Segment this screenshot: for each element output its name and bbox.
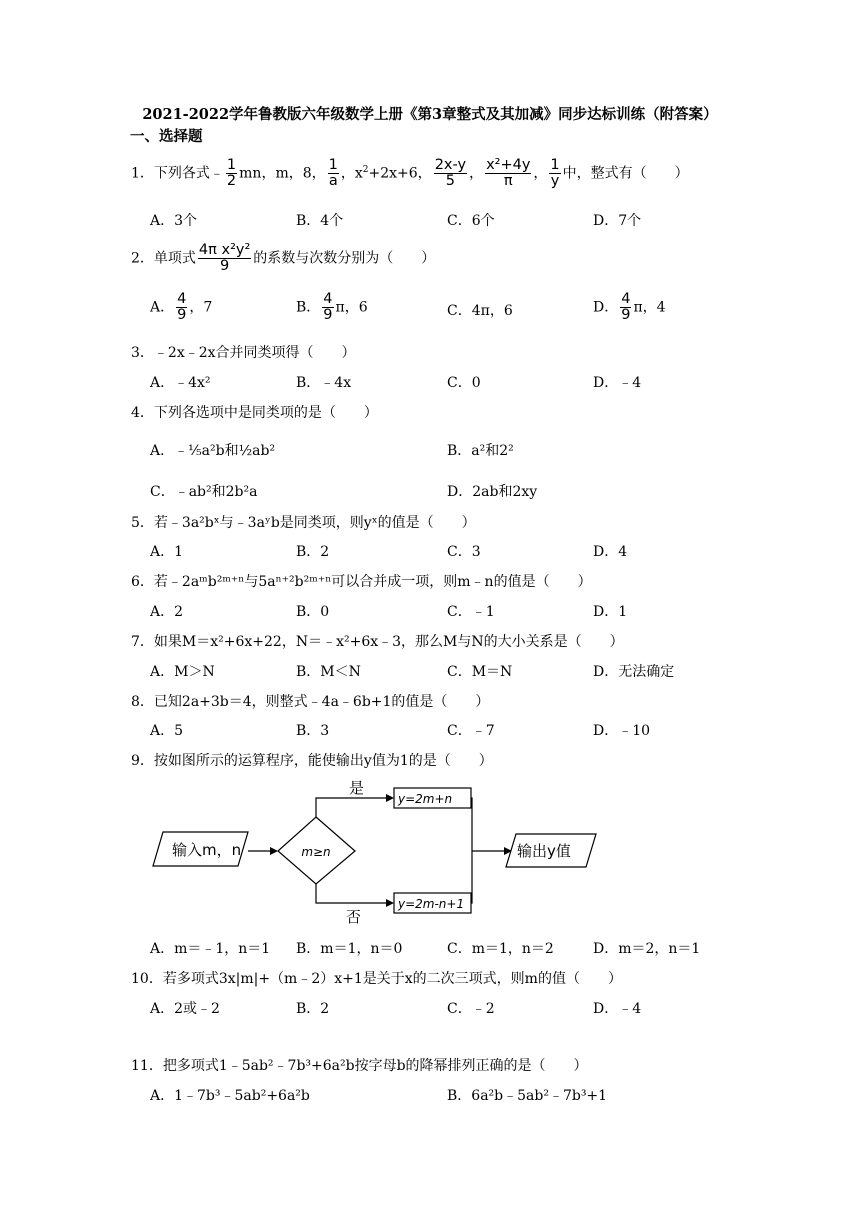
q9-option-a: A．m＝﹣1，n＝1 bbox=[150, 941, 271, 957]
q1-fraction-4: $\frac{\text{x²+4y}}{\pi}$ bbox=[486, 157, 531, 190]
question-9: 9．按如图所示的运算程序，能使输出y值为1的是（ ） bbox=[131, 753, 493, 769]
q3-option-b: B．﹣4x bbox=[296, 375, 352, 391]
flowchart-condition-label: m≥n bbox=[301, 845, 331, 859]
q6-option-a: A．2 bbox=[150, 604, 184, 620]
q4-option-a: A．﹣⅕a²b和½ab² bbox=[150, 443, 276, 459]
question-5: 5．若﹣3a²bˣ与﹣3aʸb是同类项，则yˣ的值是（ ） bbox=[131, 515, 476, 531]
flowchart-yes-formula: y=2m+n bbox=[398, 792, 453, 806]
q6-option-c: C．﹣1 bbox=[447, 604, 495, 620]
q3-option-d: D．﹣4 bbox=[593, 375, 642, 391]
q11-option-a: A．1﹣7b³﹣5ab²+6a²b bbox=[150, 1088, 310, 1104]
question-10: 10．若多项式3x|m|+（m﹣2）x+1是关于x的二次三项式，则m的值（ ） bbox=[131, 971, 622, 987]
q2-fraction: $\frac{\text{4π x²y²}}{9}$ bbox=[198, 242, 251, 275]
q1-suffix: 中，整式有（ ） bbox=[562, 165, 689, 182]
question-7: 7．如果M＝x²+6x+22，N＝﹣x²+6x﹣3，那么M与N的大小关系是（ ） bbox=[131, 634, 624, 650]
q5-option-b: B．2 bbox=[296, 544, 330, 560]
q1-text-2: ，x bbox=[340, 165, 363, 182]
q1-prefix: 1．下列各式﹣ bbox=[131, 165, 224, 182]
question-11: 11．把多项式1﹣5ab²﹣7b³+6a²b按字母b的降幂排列正确的是（ ） bbox=[131, 1058, 588, 1074]
question-2 bbox=[131, 243, 435, 274]
q10-option-d: D．﹣4 bbox=[593, 1001, 642, 1017]
flowchart-diagram bbox=[150, 776, 600, 928]
q1-option-d: D．7个 bbox=[593, 213, 642, 229]
q2-prefix: 2．单项式 bbox=[131, 250, 196, 267]
flowchart-no-formula: y=2m-n+1 bbox=[398, 897, 465, 911]
q1-text-3: +2x+6， bbox=[368, 165, 432, 182]
q1-option-c: C．6个 bbox=[447, 213, 495, 229]
flowchart-output-label: 输出y值 bbox=[517, 842, 571, 860]
q10-option-a: A．2或﹣2 bbox=[150, 1001, 220, 1017]
section-heading: 一、选择题 bbox=[130, 128, 203, 145]
flowchart-input-label: 输入m，n bbox=[172, 841, 242, 859]
q1-fraction-3: $\frac{2x-y}{5}$ bbox=[434, 157, 467, 190]
q8-option-d: D．﹣10 bbox=[593, 723, 651, 739]
q4-option-d: D．2ab和2xy bbox=[447, 484, 538, 500]
q3-option-c: C．0 bbox=[447, 375, 481, 391]
q2-suffix: 的系数与次数分别为（ ） bbox=[253, 250, 436, 267]
q3-option-a: A．﹣4x² bbox=[150, 375, 211, 391]
q8-option-b: B．3 bbox=[296, 723, 330, 739]
q2-option-d: D． $\frac{4}{9}$ π，4 bbox=[593, 291, 666, 324]
q9-option-c: C．m＝1，n＝2 bbox=[447, 941, 554, 957]
q7-option-a: A．M＞N bbox=[150, 664, 215, 680]
q9-option-d: D．m＝2，n＝1 bbox=[593, 941, 701, 957]
question-8: 8．已知2a+3b＝4，则整式﹣4a﹣6b+1的值是（ ） bbox=[131, 694, 490, 710]
q5-option-d: D．4 bbox=[593, 544, 628, 560]
question-1: 1．下列各式﹣ $\frac{1}{2}$ mn，m，8， $\frac{1}{a}$ ，$x^2+2x+6$， $\frac{2x-y}{5}$ ， $\frac{\text{x²+4y}}{\pi}$ ， $\frac{1}{y}$ 中，整式有（ ） bbox=[131, 157, 689, 190]
q9-option-b: B．m＝1，n＝0 bbox=[296, 941, 403, 957]
q1-fraction-2: $\frac{1}{a}$ bbox=[328, 157, 338, 190]
q2-option-a: A． $\frac{4}{9}$ ，7 bbox=[150, 291, 213, 324]
q5-option-a: A．1 bbox=[150, 544, 184, 560]
q7-option-c: C．M＝N bbox=[447, 664, 513, 680]
question-4: 4．下列各选项中是同类项的是（ ） bbox=[131, 405, 378, 421]
q1-fraction-5: $\frac{1}{y}$ bbox=[550, 157, 560, 190]
q2-option-c: C．4π，6 bbox=[447, 303, 513, 319]
flowchart-no-label: 否 bbox=[346, 908, 362, 926]
q1-text-1: mn，m，8， bbox=[239, 165, 326, 182]
q7-option-d: D．无法确定 bbox=[593, 664, 675, 680]
q4-option-c: C．﹣ab²和2b²a bbox=[150, 484, 258, 500]
q1-fraction-1: $\frac{1}{2}$ bbox=[226, 157, 237, 190]
q8-option-a: A．5 bbox=[150, 723, 184, 739]
q6-option-b: B．0 bbox=[296, 604, 330, 620]
q7-option-b: B．M＜N bbox=[296, 664, 361, 680]
q5-option-c: C．3 bbox=[447, 544, 481, 560]
q6-option-d: D．1 bbox=[593, 604, 628, 620]
question-6: 6．若﹣2aᵐb²ᵐ⁺ⁿ与5aⁿ⁺²b²ᵐ⁺ⁿ可以合并成一项，则m﹣n的值是（ ） bbox=[131, 574, 592, 590]
flowchart-yes-label: 是 bbox=[349, 779, 365, 797]
q4-option-b: B．a²和2² bbox=[447, 443, 514, 459]
q8-option-c: C．﹣7 bbox=[447, 723, 495, 739]
document-title: 2021-2022学年鲁教版六年级数学上册《第3章整式及其加减》同步达标训练（附答案） bbox=[142, 106, 718, 123]
q10-option-b: B．2 bbox=[296, 1001, 330, 1017]
q10-option-c: C．﹣2 bbox=[447, 1001, 495, 1017]
question-3: 3．﹣2x﹣2x合并同类项得（ ） bbox=[131, 345, 356, 361]
q1-option-b: B．4个 bbox=[296, 213, 344, 229]
q1-option-a: A．3个 bbox=[150, 213, 198, 229]
q11-option-b: B．6a²b﹣5ab²﹣7b³+1 bbox=[447, 1088, 608, 1104]
q2-option-b: B． $\frac{4}{9}$ π，6 bbox=[296, 291, 368, 324]
